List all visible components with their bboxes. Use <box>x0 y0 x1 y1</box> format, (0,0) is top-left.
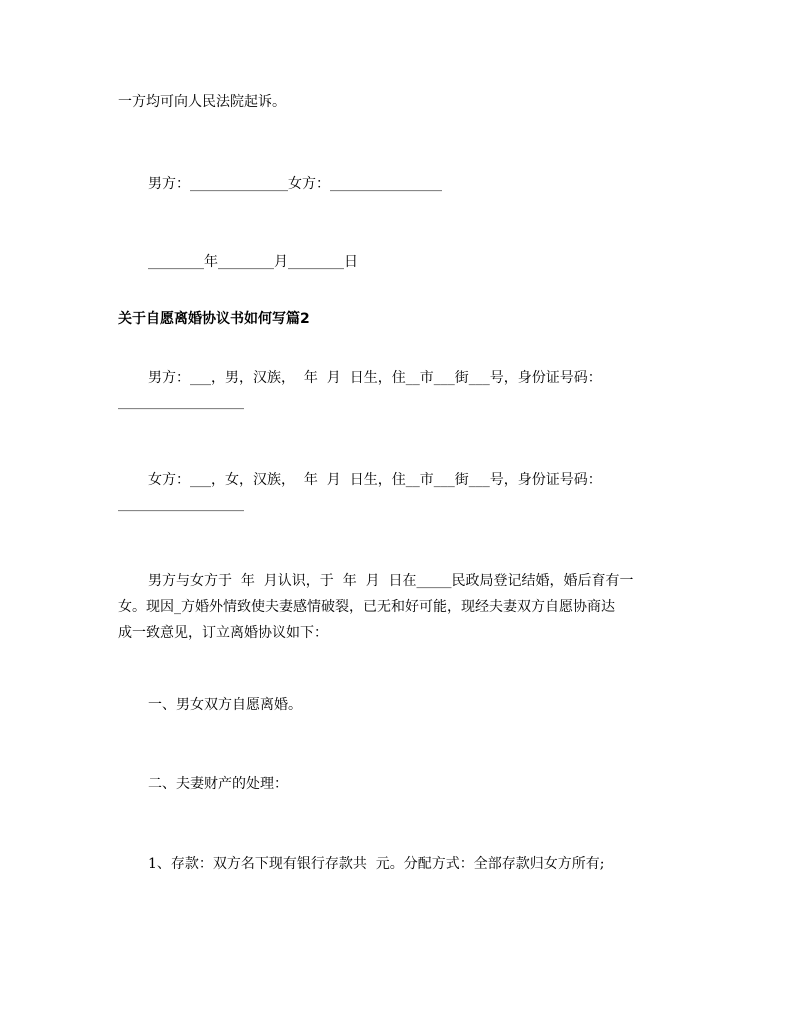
female-party-info: 女方：___，女，汉族， 年 月 日生，住__市___街___号，身份证号码： <box>148 472 602 488</box>
clause-one: 一、男女双方自愿离婚。 <box>148 697 302 713</box>
marriage-paragraph-line-1: 男方与女方于 年 月认识，于 年 月 日在_____民政局登记结婚，婚后育有一 <box>148 573 634 589</box>
section-heading: 关于自愿离婚协议书如何写篇2 <box>118 311 310 327</box>
clause-deposit: 1、存款：双方名下现有银行存款共 元。分配方式：全部存款归女方所有; <box>148 856 605 872</box>
marriage-paragraph-line-2: 女。现因_方婚外情致使夫妻感情破裂，已无和好可能，现经夫妻双方自愿协商达 <box>118 599 615 615</box>
paragraph-lawsuit: 一方均可向人民法院起诉。 <box>118 94 286 110</box>
male-party-info: 男方：___，男，汉族， 年 月 日生，住__市___街___号，身份证号码： <box>148 370 602 386</box>
date-line: ________年________月________日 <box>148 254 358 270</box>
female-id-blank: __________________ <box>118 496 244 512</box>
male-id-blank: __________________ <box>118 394 244 410</box>
marriage-paragraph-line-3: 成一致意见，订立离婚协议如下： <box>118 625 328 641</box>
clause-two: 二、夫妻财产的处理： <box>148 776 288 792</box>
signature-line: 男方：______________女方：________________ <box>148 176 442 192</box>
